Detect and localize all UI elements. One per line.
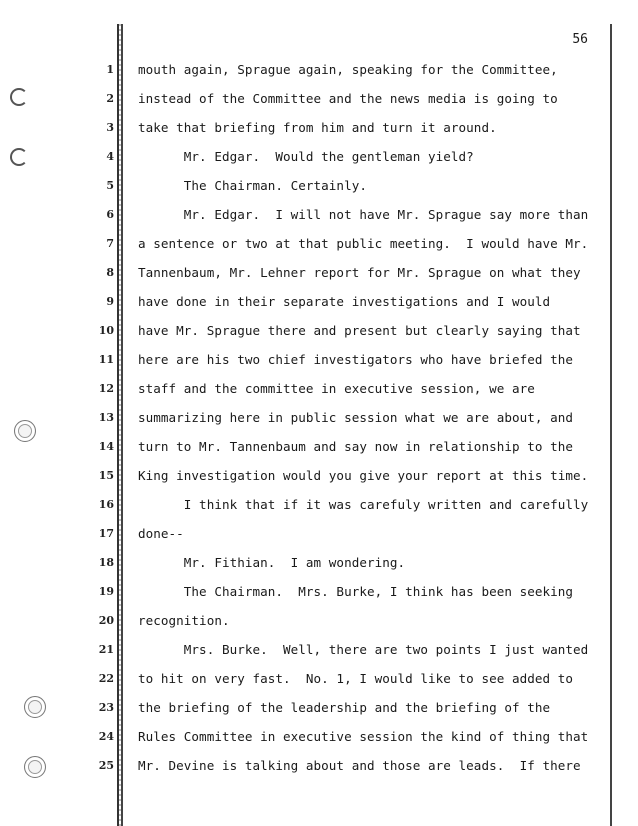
- punch-hole-bottom: [24, 756, 46, 778]
- transcript-line: the briefing of the leadership and the briefing of the: [138, 700, 551, 715]
- line-number: 3: [106, 121, 114, 134]
- line-number: 6: [106, 208, 114, 221]
- transcript-line: Rules Committee in executive session the kind of thing that: [138, 729, 589, 744]
- transcript-line: Mr. Fithian. I am wondering.: [138, 555, 406, 570]
- transcript-line: take that briefing from him and turn it around.: [138, 120, 497, 135]
- transcript-line: turn to Mr. Tannenbaum and say now in relationship to the: [138, 439, 574, 454]
- transcript-line: here are his two chief investigators who have briefed the: [138, 352, 574, 367]
- line-number: 5: [106, 179, 114, 192]
- transcript-line: Mrs. Burke. Well, there are two points I just wanted: [138, 642, 589, 657]
- line-number: 18: [98, 556, 114, 569]
- transcript-line: have done in their separate investigations and I would: [138, 294, 551, 309]
- transcript-line: summarizing here in public session what we are about, and: [138, 410, 574, 425]
- transcript-line: King investigation would you give your report at this time.: [138, 468, 589, 483]
- line-number: 10: [98, 324, 114, 337]
- transcript-line: The Chairman. Mrs. Burke, I think has been seeking: [138, 584, 574, 599]
- line-number: 1: [106, 63, 114, 76]
- transcript-line: instead of the Committee and the news media is going to: [138, 91, 558, 106]
- binder-hook-second: [10, 148, 28, 166]
- transcript-line: The Chairman. Certainly.: [138, 178, 367, 193]
- transcript-line: Mr. Edgar. Would the gentleman yield?: [138, 149, 474, 164]
- line-number: 20: [98, 614, 114, 627]
- transcript-line: Mr. Devine is talking about and those are leads. If there: [138, 758, 581, 773]
- punch-hole-lower: [24, 696, 46, 718]
- line-number: 8: [106, 266, 114, 279]
- line-number: 25: [98, 759, 114, 772]
- line-number: 7: [106, 237, 114, 250]
- line-number: 12: [98, 382, 114, 395]
- transcript-line: a sentence or two at that public meeting. I would have Mr.: [138, 236, 589, 251]
- line-number: 11: [98, 353, 114, 366]
- line-number: 17: [98, 527, 114, 540]
- left-margin-rule: [117, 24, 123, 826]
- line-number: 16: [98, 498, 114, 511]
- line-number: 21: [98, 643, 114, 656]
- transcript-line: recognition.: [138, 613, 230, 628]
- transcript-line: staff and the committee in executive session, we are: [138, 381, 535, 396]
- line-number: 22: [98, 672, 114, 685]
- line-number: 4: [106, 150, 114, 163]
- line-number: 13: [98, 411, 114, 424]
- line-number: 19: [98, 585, 114, 598]
- page-number: 56: [572, 32, 588, 47]
- transcript-line: Tannenbaum, Mr. Lehner report for Mr. Sprague on what they: [138, 265, 581, 280]
- transcript-line: done--: [138, 526, 184, 541]
- transcript-line: have Mr. Sprague there and present but clearly saying that: [138, 323, 581, 338]
- line-number: 14: [98, 440, 114, 453]
- transcript-line: to hit on very fast. No. 1, I would like to see added to: [138, 671, 574, 686]
- line-number: 2: [106, 92, 114, 105]
- right-margin-rule: [610, 24, 612, 826]
- binder-hook-top: [10, 88, 28, 106]
- transcript-line: mouth again, Sprague again, speaking for the Committee,: [138, 62, 558, 77]
- punch-hole-middle: [14, 420, 36, 442]
- line-number: 24: [98, 730, 114, 743]
- line-number: 9: [106, 295, 114, 308]
- transcript-line: Mr. Edgar. I will not have Mr. Sprague say more than: [138, 207, 589, 222]
- line-number: 23: [98, 701, 114, 714]
- line-number: 15: [98, 469, 114, 482]
- transcript-line: I think that if it was carefuly written and carefully: [138, 497, 589, 512]
